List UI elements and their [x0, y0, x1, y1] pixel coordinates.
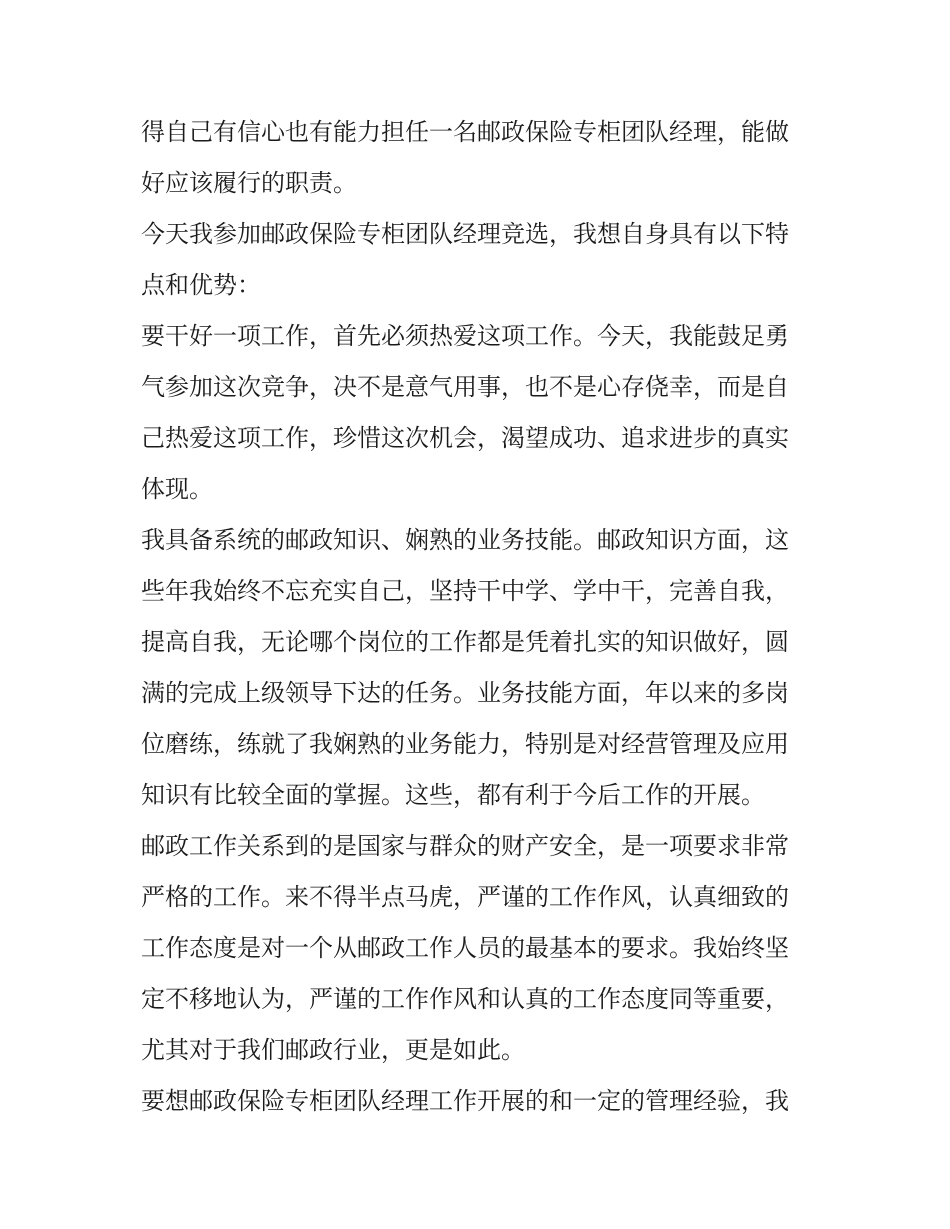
- text-line: 要干好一项工作，首先必须热爱这项工作。今天，我能鼓足勇: [141, 322, 789, 350]
- document-body: [141, 107, 821, 1127]
- text-line: 己热爱这项工作，珍惜这次机会，渴望成功、追求进步的真实: [141, 424, 789, 452]
- text-line: 今天我参加邮政保险专柜团队经理竞选，我想自身具有以下特: [141, 220, 789, 248]
- text-line: 严格的工作。来不得半点马虎，严谨的工作作风，认真细致的: [141, 883, 789, 911]
- text-line: 好应该履行的职责。: [141, 169, 357, 197]
- text-line: 体现。: [141, 475, 213, 503]
- text-line: 邮政工作关系到的是国家与群众的财产安全，是一项要求非常: [141, 832, 789, 860]
- text-line: 尤其对于我们邮政行业，更是如此。: [141, 1036, 525, 1064]
- text-line: 满的完成上级领导下达的任务。业务技能方面，年以来的多岗: [141, 679, 789, 707]
- text-line: 定不移地认为，严谨的工作作风和认真的工作态度同等重要，: [141, 985, 789, 1013]
- text-line: 点和优势：: [141, 271, 261, 299]
- text-line: 工作态度是对一个从邮政工作人员的最基本的要求。我始终坚: [141, 934, 789, 962]
- text-line: 我具备系统的邮政知识、娴熟的业务技能。邮政知识方面，这: [141, 526, 789, 554]
- text-line: 知识有比较全面的掌握。这些，都有利于今后工作的开展。: [141, 781, 765, 809]
- text-line: 得自己有信心也有能力担任一名邮政保险专柜团队经理，能做: [141, 118, 789, 146]
- text-line: 些年我始终不忘充实自己，坚持干中学、学中干，完善自我，: [141, 577, 789, 605]
- text-line: 提高自我，无论哪个岗位的工作都是凭着扎实的知识做好，圆: [141, 628, 789, 656]
- text-line: 位磨练，练就了我娴熟的业务能力，特别是对经营管理及应用: [141, 730, 789, 758]
- text-line: 气参加这次竞争，决不是意气用事，也不是心存侥幸，而是自: [141, 373, 789, 401]
- text-line: 要想邮政保险专柜团队经理工作开展的和一定的管理经验，我: [141, 1087, 789, 1115]
